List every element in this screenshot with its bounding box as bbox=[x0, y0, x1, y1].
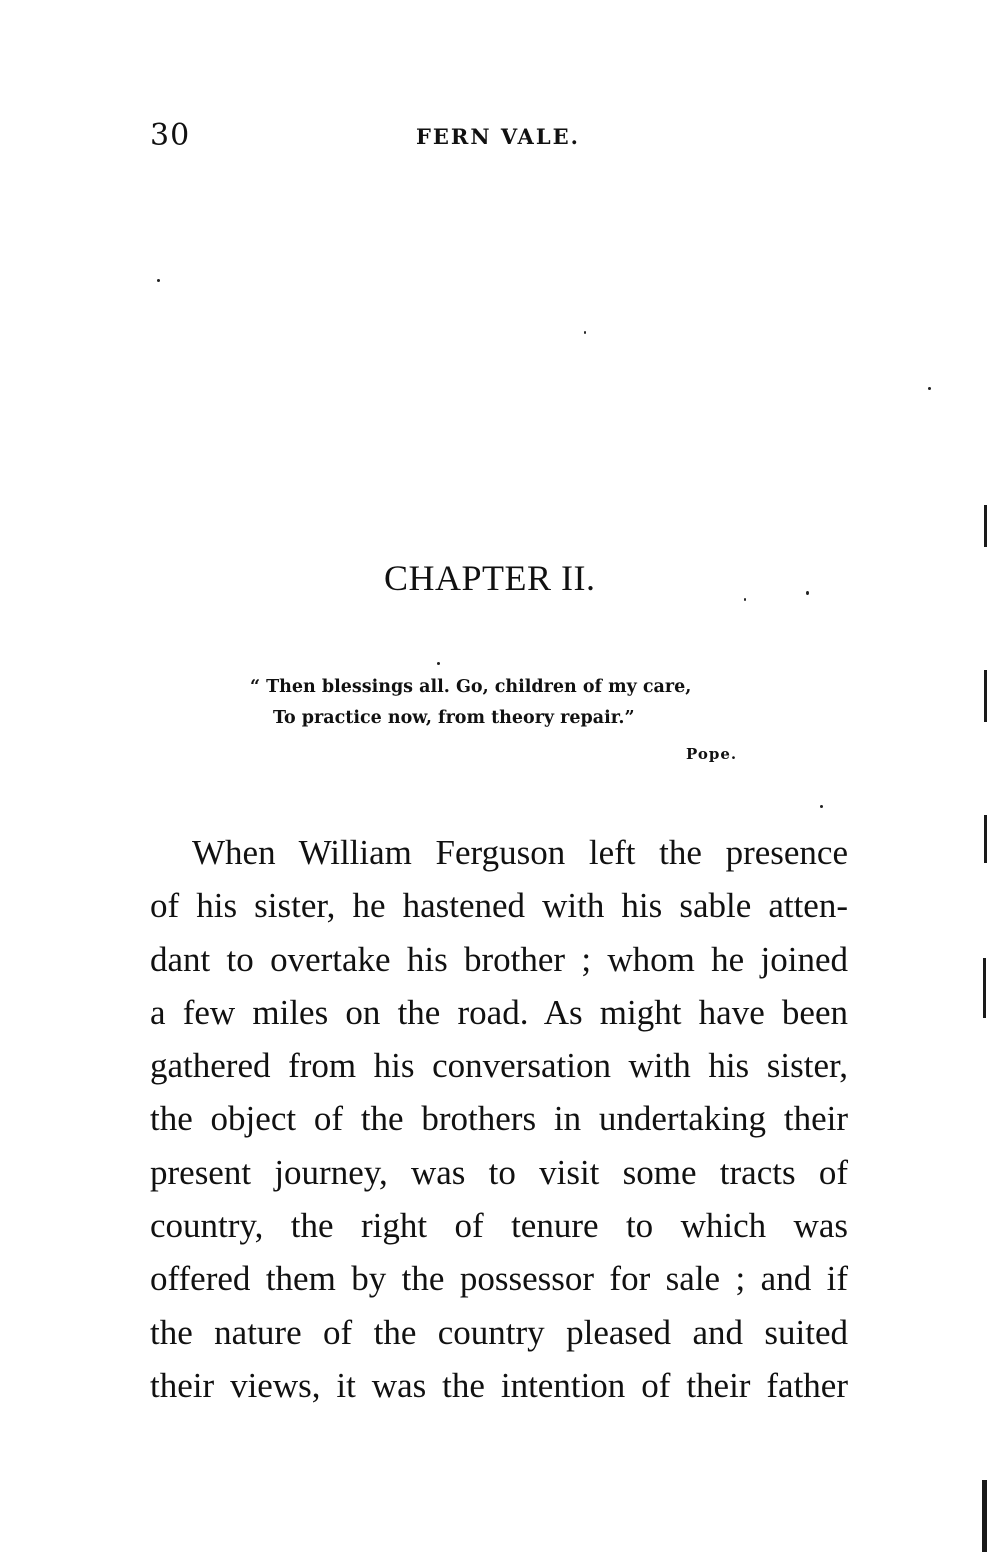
body-text bbox=[150, 826, 848, 1412]
scan-edge-mark bbox=[983, 958, 986, 1018]
scan-speck bbox=[806, 591, 809, 595]
scan-speck bbox=[744, 598, 746, 601]
body-line: the object of the brothers in undertaking their bbox=[150, 1099, 848, 1139]
scan-edge-mark bbox=[984, 815, 987, 863]
page-number: 30 bbox=[150, 118, 191, 153]
body-line: When William Ferguson left the presence bbox=[192, 833, 848, 872]
body-line: present journey, was to visit some tracts of bbox=[150, 1152, 848, 1192]
scan-speck bbox=[157, 279, 160, 282]
body-line: the nature of the country pleased and suited bbox=[150, 1312, 848, 1352]
body-line: of his sister, he hastened with his sable atten- bbox=[150, 886, 848, 926]
body-line: a few miles on the road. As might have been bbox=[150, 992, 848, 1032]
body-line: gathered from his conversation with his sister, bbox=[150, 1046, 848, 1086]
scan-speck bbox=[820, 805, 823, 808]
epigraph-attribution: Pope. bbox=[686, 745, 738, 763]
scan-speck bbox=[584, 331, 586, 334]
scan-speck bbox=[928, 387, 931, 390]
body-line: dant to overtake his brother ; whom he joined bbox=[150, 939, 848, 979]
body-line: their views, it was the intention of their father bbox=[150, 1365, 848, 1405]
scan-edge-mark bbox=[984, 505, 987, 547]
running-title: FERN VALE. bbox=[416, 124, 580, 149]
body-line: offered them by the possessor for sale ; and if bbox=[150, 1259, 848, 1299]
epigraph-line: To practice now, from theory repair.” bbox=[273, 708, 635, 728]
scan-edge-mark bbox=[984, 670, 987, 722]
epigraph bbox=[250, 672, 770, 734]
chapter-title: CHAPTER II. bbox=[384, 558, 596, 598]
body-line: country, the right of tenure to which was bbox=[150, 1206, 848, 1246]
scan-speck bbox=[437, 662, 440, 665]
scan-edge-mark bbox=[982, 1480, 987, 1552]
epigraph-line: “ Then blessings all. Go, children of my care, bbox=[250, 677, 692, 697]
